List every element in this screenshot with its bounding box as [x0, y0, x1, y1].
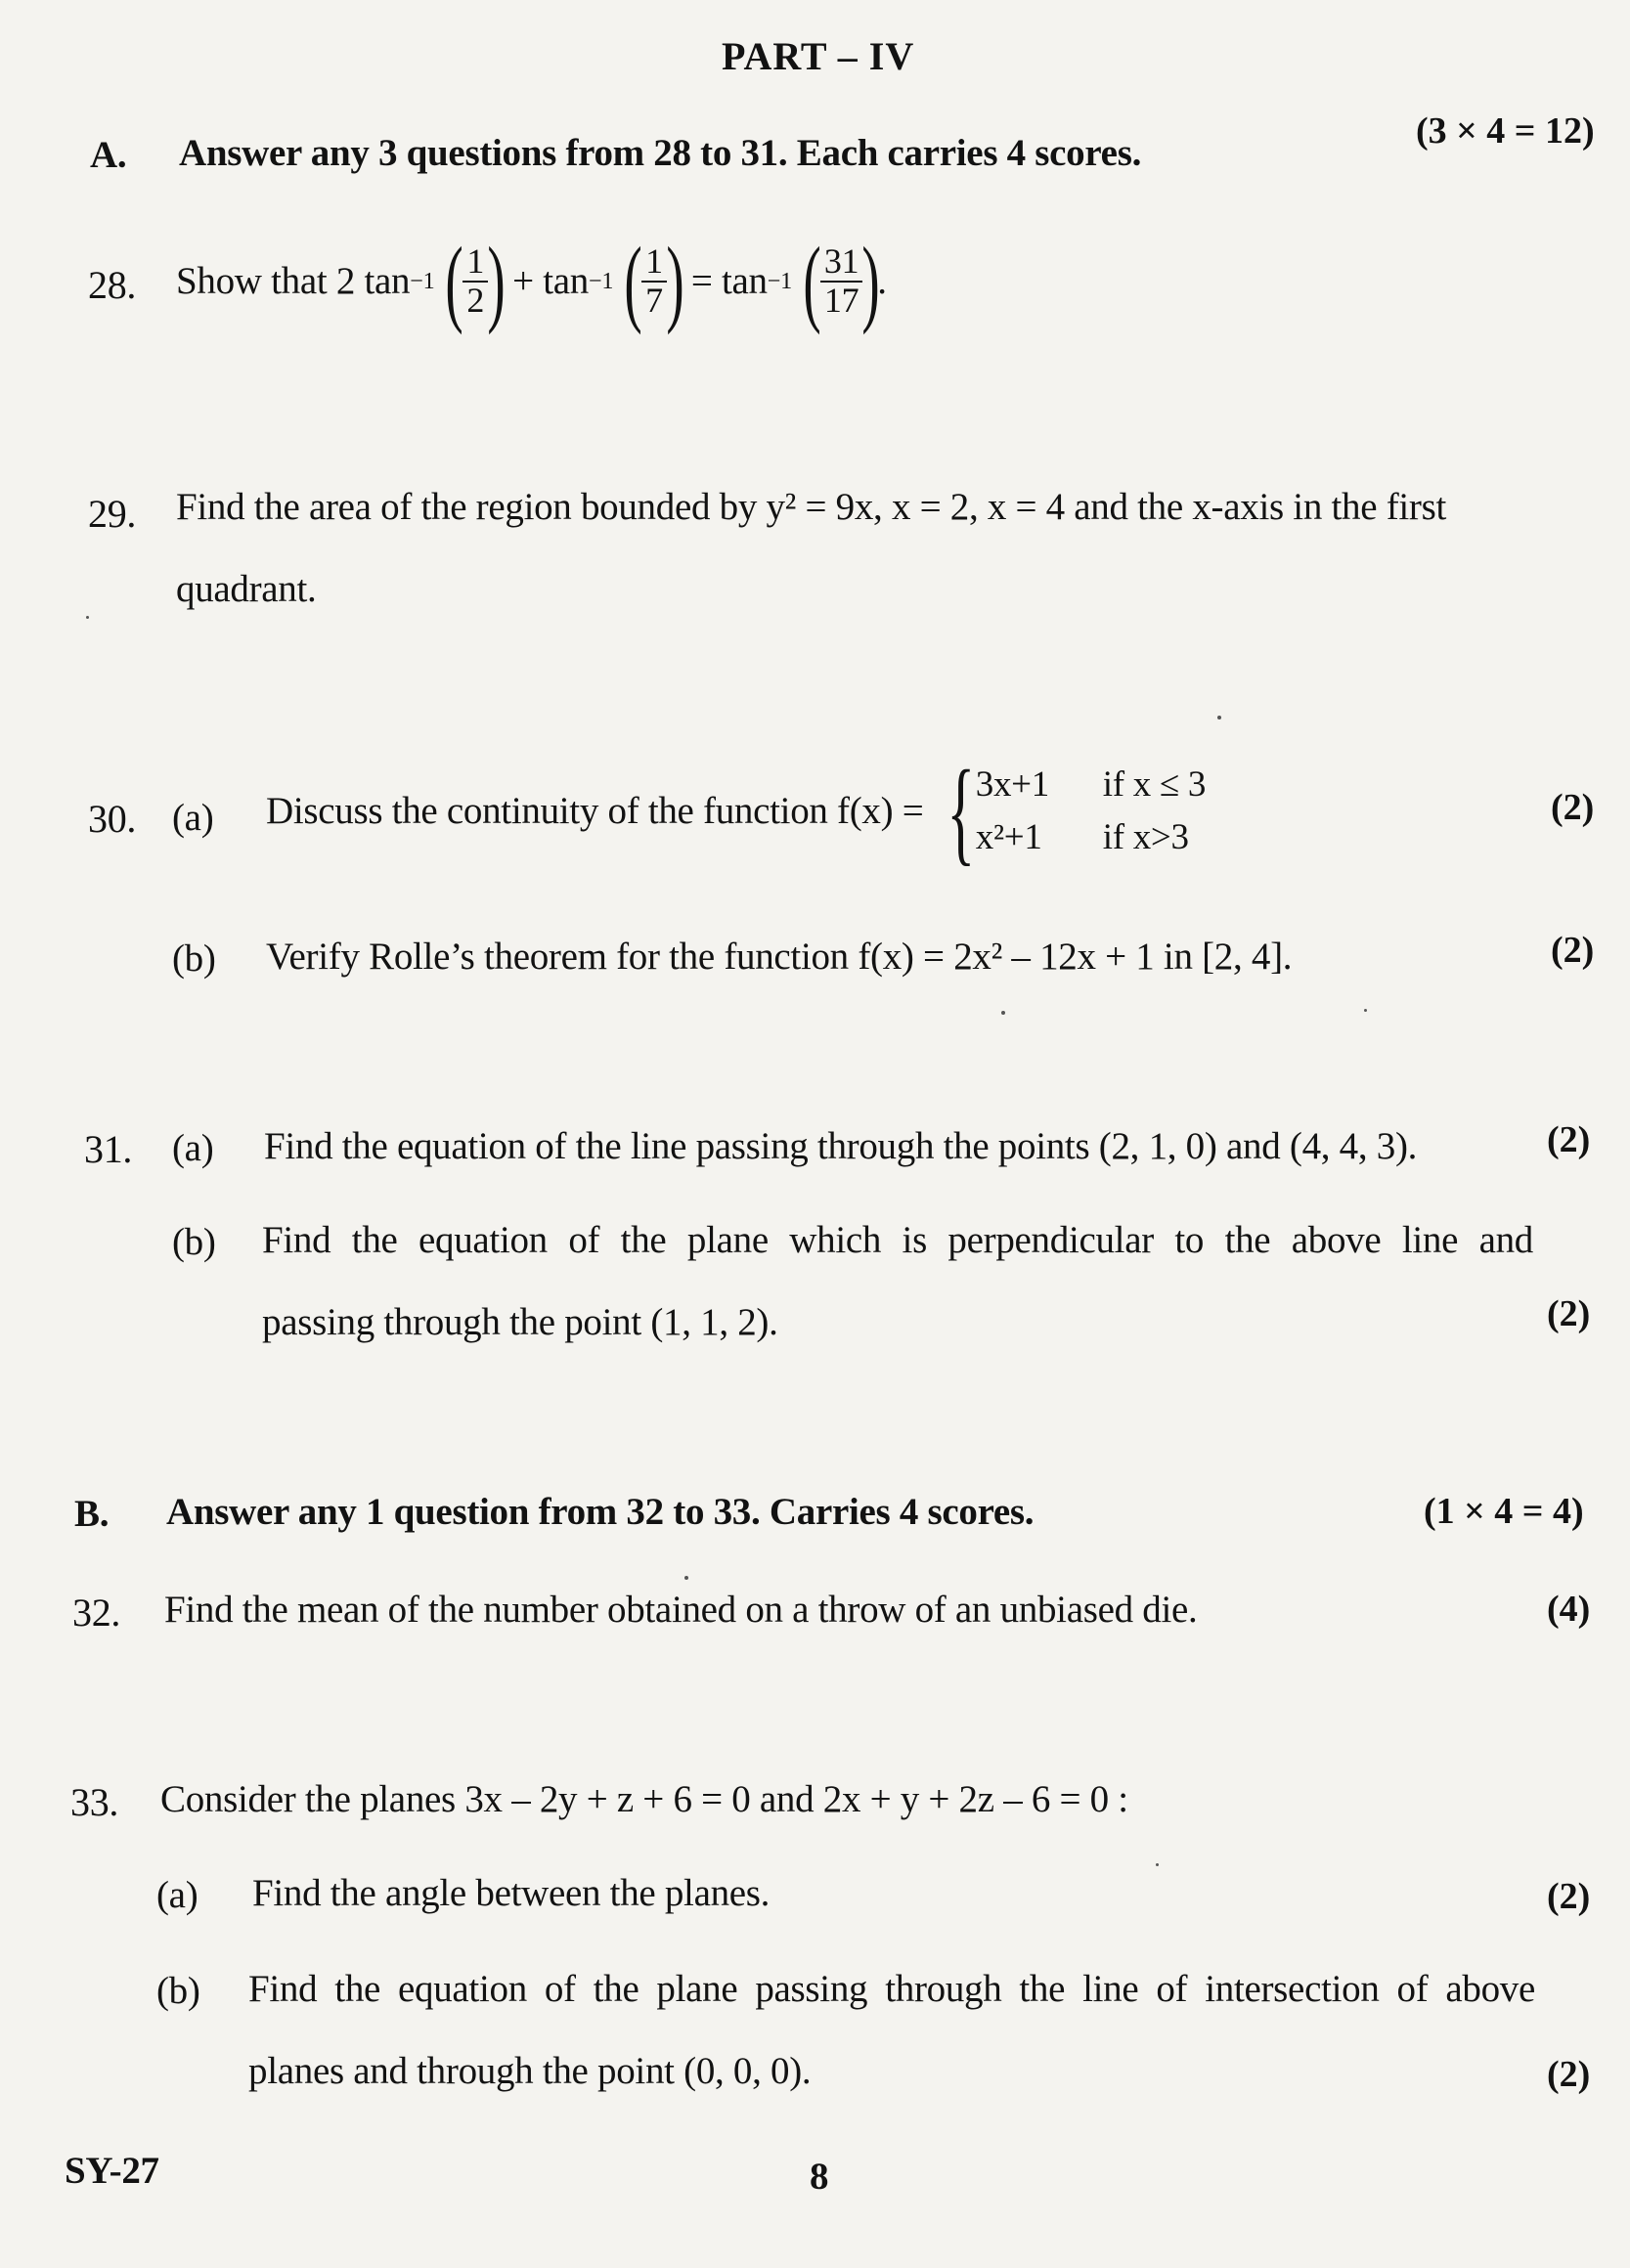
- q31b-line-2: passing through the point (1, 1, 2).: [262, 1301, 778, 1343]
- scan-speck: [684, 1576, 688, 1580]
- q28-fraction-2: $\frac{1}{7}$: [641, 243, 667, 320]
- q31a-score: (2): [1547, 1119, 1591, 1160]
- footer-page-number: 8: [810, 2156, 829, 2198]
- section-b-score: (1 × 4 = 4): [1424, 1491, 1584, 1532]
- section-a-score: (3 × 4 = 12): [1416, 110, 1595, 152]
- part-title: PART – IV: [722, 34, 915, 78]
- scan-speck: [1217, 716, 1221, 720]
- q30a-score: (2): [1551, 787, 1595, 828]
- q29-line-1: Find the area of the region bounded by y² = 9x, x = 2, x = 4 and the x-axis in the first: [176, 486, 1447, 528]
- q29-number: 29.: [88, 492, 137, 536]
- scan-speck: [1364, 1009, 1367, 1012]
- q28-fraction-3: $\frac{31}{17}$: [820, 243, 862, 320]
- q32-text: Find the mean of the number obtained on a throw of an unbiased die.: [164, 1589, 1198, 1631]
- section-b-instruction: Answer any 1 question from 32 to 33. Carries 4 scores.: [166, 1491, 1035, 1533]
- q30a-case2-cond: if x>3: [1102, 817, 1189, 857]
- q32-score: (4): [1547, 1589, 1591, 1630]
- q33b-score: (2): [1547, 2054, 1591, 2095]
- q30b-text: Verify Rolle’s theorem for the function f(x) = 2x² – 12x + 1 in [2, 4].: [266, 936, 1293, 978]
- q28-equals: = tan: [690, 259, 768, 302]
- q33b-label: (b): [156, 1970, 200, 2012]
- q31a-text: Find the equation of the line passing through the points (2, 1, 0) and (4, 4, 3).: [264, 1125, 1418, 1167]
- q30a-piecewise: [976, 759, 1206, 863]
- scan-speck: [86, 616, 89, 619]
- q28-plus: + tan: [512, 259, 589, 302]
- q28-fraction-1: $\frac{1}{2}$: [463, 243, 488, 320]
- scan-speck: [1001, 1011, 1005, 1015]
- section-a-letter: A.: [90, 134, 127, 176]
- q30a-case2-expr: x²+1: [975, 817, 1042, 857]
- section-a-instruction: Answer any 3 questions from 28 to 31. Each carries 4 scores.: [179, 132, 1142, 174]
- q28-statement: Show that 2 tan −1 ( $\frac{1}{2}$ ) + tan −1 ( $\frac{1}{7}$ ) = tan −1 ( $\frac{31}{17}$ ) .: [176, 227, 887, 335]
- q33a-label: (a): [156, 1874, 198, 1916]
- q33-text: Consider the planes 3x – 2y + z + 6 = 0 and 2x + y + 2z – 6 = 0 :: [160, 1778, 1128, 1820]
- footer-code: SY-27: [65, 2150, 159, 2192]
- q33-number: 33.: [70, 1780, 119, 1824]
- q33b-line-2: planes and through the point (0, 0, 0).: [248, 2050, 812, 2092]
- scan-speck: [1156, 1863, 1159, 1866]
- q31a-label: (a): [172, 1127, 214, 1169]
- section-b-letter: B.: [74, 1493, 110, 1535]
- q32-number: 32.: [72, 1591, 121, 1635]
- q30a-case1-expr: 3x+1: [975, 764, 1049, 806]
- q31b-score: (2): [1547, 1293, 1591, 1334]
- q30b-score: (2): [1551, 930, 1595, 971]
- q28-number: 28.: [88, 263, 137, 307]
- q30b-label: (b): [172, 938, 216, 980]
- q29-line-2: quadrant.: [176, 568, 317, 610]
- q33b-line-1: Find the equation of the plane passing through the line of intersection of above: [248, 1968, 1535, 2010]
- q31-number: 31.: [84, 1127, 133, 1171]
- q28-end: .: [877, 259, 887, 302]
- q33a-text: Find the angle between the planes.: [252, 1872, 771, 1914]
- q28-lead: Show that 2 tan: [176, 259, 411, 302]
- q30-number: 30.: [88, 797, 137, 841]
- q30a-label: (a): [172, 797, 214, 839]
- q33a-score: (2): [1547, 1876, 1591, 1917]
- q31b-label: (b): [172, 1221, 216, 1263]
- q31b-line-1: Find the equation of the plane which is perpendicular to the above line and: [262, 1219, 1533, 1261]
- q30a-case1-cond: if x ≤ 3: [1102, 764, 1207, 806]
- q30a-text: Discuss the continuity of the function f(x) =: [266, 789, 924, 832]
- q30a-statement: Discuss the continuity of the function f(x) = { 3x+1 if x ≤ 3 x²+1 if x>3: [266, 746, 1207, 876]
